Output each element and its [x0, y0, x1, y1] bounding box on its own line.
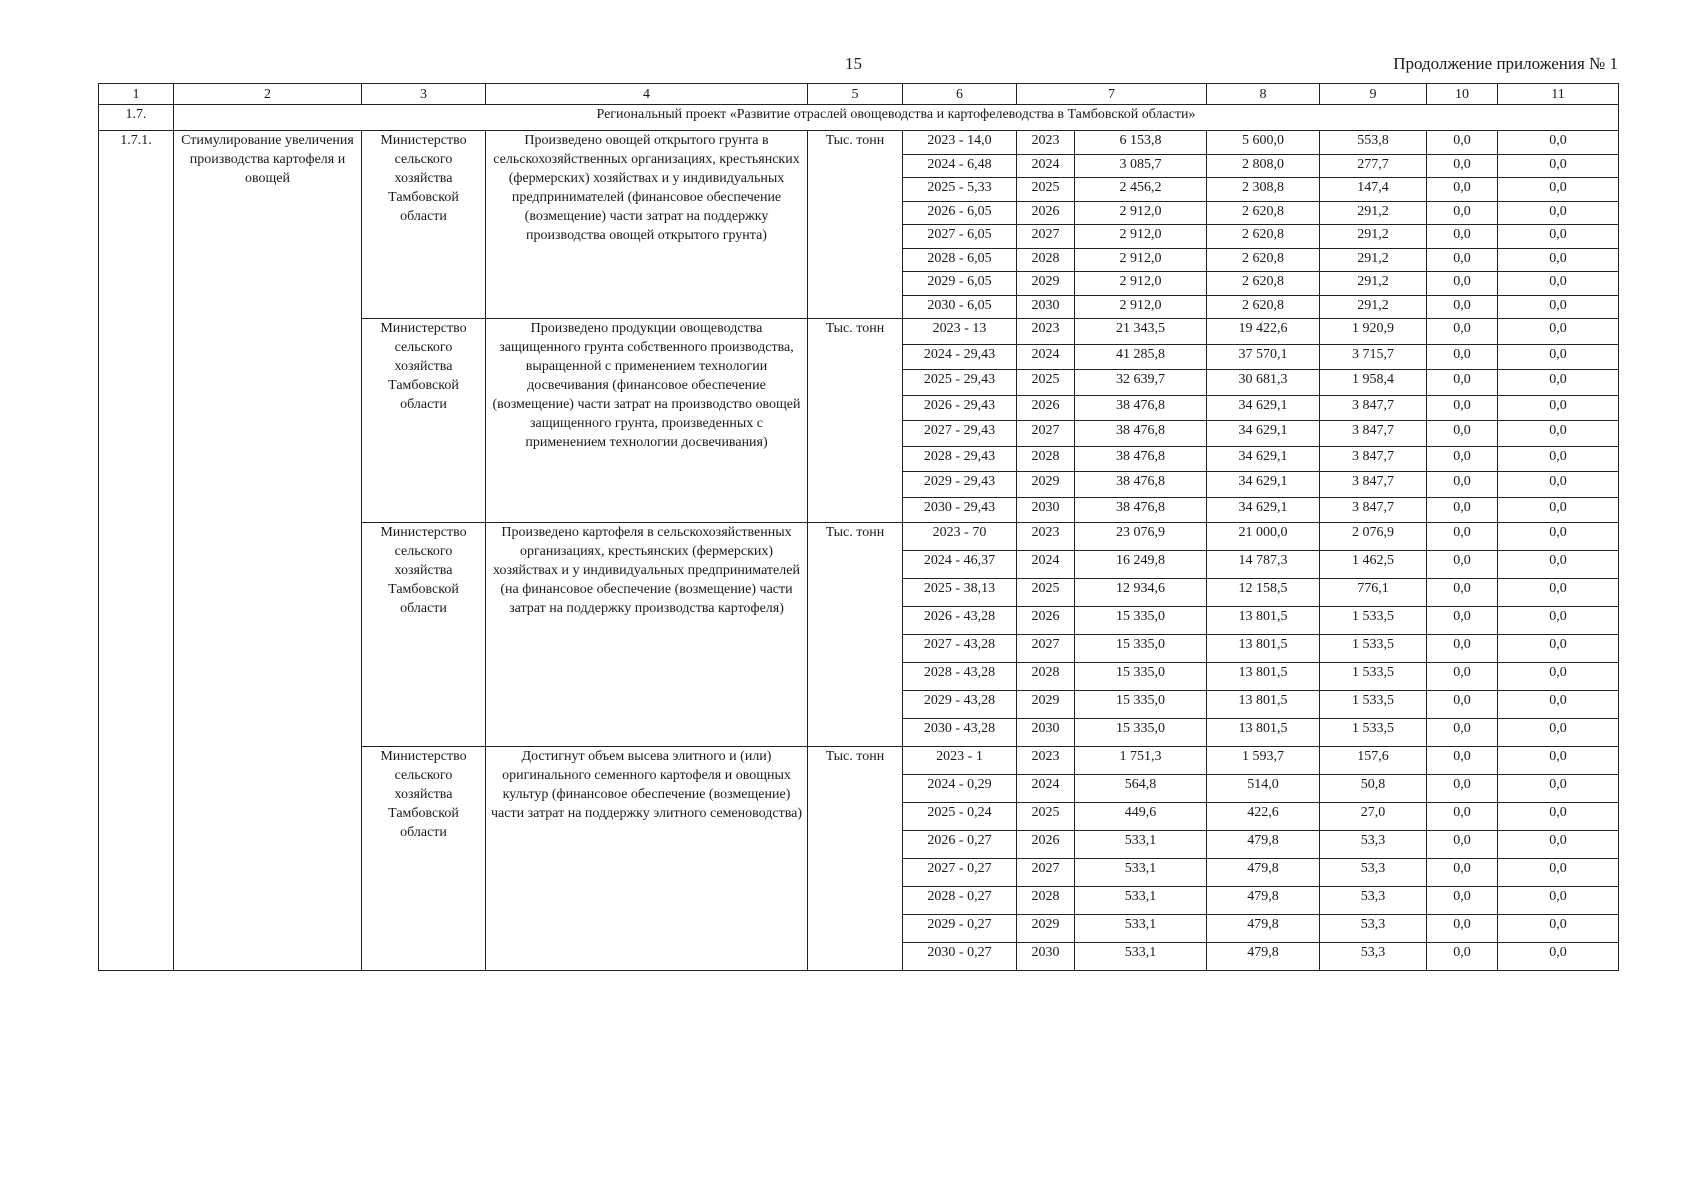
indicator-cell: 2024 - 6,48	[903, 154, 1017, 178]
local-cell: 0,0	[1427, 579, 1498, 607]
local-cell: 0,0	[1427, 178, 1498, 202]
other-cell: 0,0	[1498, 943, 1619, 971]
local-cell: 0,0	[1427, 943, 1498, 971]
project-title: Региональный проект «Развитие отраслей овощеводства и картофелеводства в Тамбовской области»	[174, 105, 1619, 131]
federal-cell: 37 570,1	[1207, 344, 1320, 370]
regional-cell: 1 462,5	[1320, 551, 1427, 579]
federal-cell: 12 158,5	[1207, 579, 1320, 607]
total-cell: 15 335,0	[1075, 635, 1207, 663]
local-cell: 0,0	[1427, 370, 1498, 396]
year-cell: 2026	[1017, 395, 1075, 421]
regional-cell: 1 533,5	[1320, 607, 1427, 635]
local-cell: 0,0	[1427, 775, 1498, 803]
page-caption: Продолжение приложения № 1	[1393, 54, 1618, 73]
indicator-cell: 2030 - 0,27	[903, 943, 1017, 971]
total-cell: 3 085,7	[1075, 154, 1207, 178]
regional-cell: 277,7	[1320, 154, 1427, 178]
indicator-cell: 2028 - 43,28	[903, 663, 1017, 691]
indicator-cell: 2028 - 0,27	[903, 887, 1017, 915]
federal-cell: 2 620,8	[1207, 225, 1320, 249]
other-cell: 0,0	[1498, 915, 1619, 943]
other-cell: 0,0	[1498, 523, 1619, 551]
measure-code: 1.7.1.	[99, 131, 174, 971]
local-cell: 0,0	[1427, 607, 1498, 635]
unit-cell: Тыс. тонн	[808, 131, 903, 319]
local-cell: 0,0	[1427, 803, 1498, 831]
federal-cell: 34 629,1	[1207, 395, 1320, 421]
year-cell: 2023	[1017, 747, 1075, 775]
total-cell: 564,8	[1075, 775, 1207, 803]
indicator-cell: 2023 - 14,0	[903, 131, 1017, 155]
indicator-cell: 2025 - 0,24	[903, 803, 1017, 831]
year-cell: 2030	[1017, 295, 1075, 319]
indicator-cell: 2029 - 0,27	[903, 915, 1017, 943]
federal-cell: 13 801,5	[1207, 607, 1320, 635]
federal-cell: 30 681,3	[1207, 370, 1320, 396]
local-cell: 0,0	[1427, 319, 1498, 345]
result-cell: Достигнут объем высева элитного и (или) оригинального семенного картофеля и овощных культур (финансовое обеспечение (возмещение) части затрат на поддержку элитного семеноводства)	[486, 747, 808, 971]
total-cell: 2 912,0	[1075, 201, 1207, 225]
regional-cell: 2 076,9	[1320, 523, 1427, 551]
unit-cell: Тыс. тонн	[808, 523, 903, 747]
total-cell: 6 153,8	[1075, 131, 1207, 155]
federal-cell: 19 422,6	[1207, 319, 1320, 345]
total-cell: 533,1	[1075, 915, 1207, 943]
local-cell: 0,0	[1427, 472, 1498, 498]
local-cell: 0,0	[1427, 831, 1498, 859]
year-cell: 2027	[1017, 421, 1075, 447]
other-cell: 0,0	[1498, 344, 1619, 370]
federal-cell: 514,0	[1207, 775, 1320, 803]
column-number: 2	[174, 84, 362, 105]
column-number-row	[99, 84, 1619, 105]
result-cell: Произведено картофеля в сельскохозяйственных организациях, крестьянских (фермерских) хозяйствах и у индивидуальных предпринимателей (на финансовое обеспечение (возмещение) части затрат на поддержку производства картофеля)	[486, 523, 808, 747]
federal-cell: 479,8	[1207, 859, 1320, 887]
total-cell: 32 639,7	[1075, 370, 1207, 396]
indicator-cell: 2024 - 46,37	[903, 551, 1017, 579]
federal-cell: 5 600,0	[1207, 131, 1320, 155]
total-cell: 533,1	[1075, 831, 1207, 859]
other-cell: 0,0	[1498, 319, 1619, 345]
year-cell: 2023	[1017, 131, 1075, 155]
regional-cell: 53,3	[1320, 915, 1427, 943]
other-cell: 0,0	[1498, 691, 1619, 719]
federal-cell: 422,6	[1207, 803, 1320, 831]
other-cell: 0,0	[1498, 201, 1619, 225]
year-cell: 2029	[1017, 915, 1075, 943]
total-cell: 2 456,2	[1075, 178, 1207, 202]
other-cell: 0,0	[1498, 719, 1619, 747]
federal-cell: 13 801,5	[1207, 663, 1320, 691]
indicator-cell: 2029 - 43,28	[903, 691, 1017, 719]
total-cell: 2 912,0	[1075, 225, 1207, 249]
indicator-cell: 2030 - 29,43	[903, 497, 1017, 523]
other-cell: 0,0	[1498, 154, 1619, 178]
regional-cell: 53,3	[1320, 943, 1427, 971]
local-cell: 0,0	[1427, 747, 1498, 775]
column-number: 7	[1017, 84, 1207, 105]
local-cell: 0,0	[1427, 421, 1498, 447]
other-cell: 0,0	[1498, 803, 1619, 831]
other-cell: 0,0	[1498, 131, 1619, 155]
regional-cell: 291,2	[1320, 295, 1427, 319]
indicator-cell: 2027 - 43,28	[903, 635, 1017, 663]
year-cell: 2029	[1017, 691, 1075, 719]
regional-cell: 1 958,4	[1320, 370, 1427, 396]
regional-cell: 291,2	[1320, 272, 1427, 296]
indicator-cell: 2024 - 0,29	[903, 775, 1017, 803]
column-number: 1	[99, 84, 174, 105]
indicator-cell: 2027 - 6,05	[903, 225, 1017, 249]
total-cell: 23 076,9	[1075, 523, 1207, 551]
column-number: 9	[1320, 84, 1427, 105]
total-cell: 38 476,8	[1075, 421, 1207, 447]
regional-cell: 776,1	[1320, 579, 1427, 607]
result-cell: Произведено продукции овощеводства защищенного грунта собственного производства, выращенной с применением технологии досвечивания (финансовое обеспечение (возмещение) части затрат на производство овощей защищенного грунта, произведенных с применением технологии досвечивания)	[486, 319, 808, 523]
federal-cell: 21 000,0	[1207, 523, 1320, 551]
regional-cell: 3 847,7	[1320, 421, 1427, 447]
executor-cell: Министерство сельского хозяйства Тамбовской области	[362, 523, 486, 747]
total-cell: 38 476,8	[1075, 472, 1207, 498]
year-cell: 2028	[1017, 663, 1075, 691]
regional-cell: 1 920,9	[1320, 319, 1427, 345]
local-cell: 0,0	[1427, 497, 1498, 523]
indicator-cell: 2026 - 6,05	[903, 201, 1017, 225]
federal-cell: 13 801,5	[1207, 719, 1320, 747]
other-cell: 0,0	[1498, 178, 1619, 202]
total-cell: 38 476,8	[1075, 395, 1207, 421]
other-cell: 0,0	[1498, 775, 1619, 803]
other-cell: 0,0	[1498, 831, 1619, 859]
project-code: 1.7.	[99, 105, 174, 131]
federal-cell: 479,8	[1207, 943, 1320, 971]
total-cell: 41 285,8	[1075, 344, 1207, 370]
other-cell: 0,0	[1498, 248, 1619, 272]
total-cell: 15 335,0	[1075, 691, 1207, 719]
total-cell: 15 335,0	[1075, 719, 1207, 747]
other-cell: 0,0	[1498, 295, 1619, 319]
indicator-cell: 2023 - 13	[903, 319, 1017, 345]
federal-cell: 13 801,5	[1207, 691, 1320, 719]
year-cell: 2027	[1017, 859, 1075, 887]
federal-cell: 2 808,0	[1207, 154, 1320, 178]
indicator-cell: 2028 - 6,05	[903, 248, 1017, 272]
year-cell: 2028	[1017, 248, 1075, 272]
other-cell: 0,0	[1498, 472, 1619, 498]
local-cell: 0,0	[1427, 887, 1498, 915]
regional-cell: 27,0	[1320, 803, 1427, 831]
total-cell: 15 335,0	[1075, 607, 1207, 635]
local-cell: 0,0	[1427, 691, 1498, 719]
other-cell: 0,0	[1498, 607, 1619, 635]
measure-name: Стимулирование увеличения производства картофеля и овощей	[174, 131, 362, 971]
year-cell: 2024	[1017, 154, 1075, 178]
result-cell: Произведено овощей открытого грунта в сельскохозяйственных организациях, крестьянских (фермерских) хозяйствах и у индивидуальных предпринимателей (финансовое обеспечение (возмещение) части затрат на поддержку производства овощей открытого грунта)	[486, 131, 808, 319]
column-number: 6	[903, 84, 1017, 105]
indicator-cell: 2026 - 29,43	[903, 395, 1017, 421]
data-table	[98, 83, 1619, 971]
year-cell: 2025	[1017, 803, 1075, 831]
local-cell: 0,0	[1427, 201, 1498, 225]
total-cell: 2 912,0	[1075, 295, 1207, 319]
local-cell: 0,0	[1427, 131, 1498, 155]
local-cell: 0,0	[1427, 719, 1498, 747]
indicator-cell: 2025 - 29,43	[903, 370, 1017, 396]
regional-cell: 53,3	[1320, 887, 1427, 915]
other-cell: 0,0	[1498, 272, 1619, 296]
year-cell: 2025	[1017, 370, 1075, 396]
indicator-cell: 2028 - 29,43	[903, 446, 1017, 472]
other-cell: 0,0	[1498, 747, 1619, 775]
federal-cell: 1 593,7	[1207, 747, 1320, 775]
year-cell: 2030	[1017, 943, 1075, 971]
local-cell: 0,0	[1427, 272, 1498, 296]
indicator-cell: 2030 - 43,28	[903, 719, 1017, 747]
regional-cell: 3 847,7	[1320, 472, 1427, 498]
other-cell: 0,0	[1498, 395, 1619, 421]
year-cell: 2026	[1017, 201, 1075, 225]
executor-cell: Министерство сельского хозяйства Тамбовской области	[362, 747, 486, 971]
page-number: 15	[845, 54, 862, 73]
year-cell: 2023	[1017, 319, 1075, 345]
year-cell: 2027	[1017, 635, 1075, 663]
executor-cell: Министерство сельского хозяйства Тамбовской области	[362, 131, 486, 319]
year-cell: 2024	[1017, 775, 1075, 803]
year-cell: 2028	[1017, 446, 1075, 472]
other-cell: 0,0	[1498, 551, 1619, 579]
year-cell: 2029	[1017, 272, 1075, 296]
local-cell: 0,0	[1427, 523, 1498, 551]
total-cell: 15 335,0	[1075, 663, 1207, 691]
year-cell: 2026	[1017, 607, 1075, 635]
indicator-cell: 2027 - 29,43	[903, 421, 1017, 447]
total-cell: 449,6	[1075, 803, 1207, 831]
federal-cell: 479,8	[1207, 831, 1320, 859]
regional-cell: 50,8	[1320, 775, 1427, 803]
federal-cell: 34 629,1	[1207, 472, 1320, 498]
unit-cell: Тыс. тонн	[808, 747, 903, 971]
project-row	[99, 105, 1619, 131]
total-cell: 1 751,3	[1075, 747, 1207, 775]
regional-cell: 1 533,5	[1320, 663, 1427, 691]
executor-cell: Министерство сельского хозяйства Тамбовской области	[362, 319, 486, 523]
indicator-cell: 2026 - 0,27	[903, 831, 1017, 859]
year-cell: 2030	[1017, 719, 1075, 747]
local-cell: 0,0	[1427, 395, 1498, 421]
regional-cell: 291,2	[1320, 225, 1427, 249]
column-number: 10	[1427, 84, 1498, 105]
local-cell: 0,0	[1427, 551, 1498, 579]
column-number: 11	[1498, 84, 1619, 105]
other-cell: 0,0	[1498, 497, 1619, 523]
year-cell: 2025	[1017, 579, 1075, 607]
total-cell: 38 476,8	[1075, 497, 1207, 523]
year-cell: 2023	[1017, 523, 1075, 551]
regional-cell: 147,4	[1320, 178, 1427, 202]
year-cell: 2027	[1017, 225, 1075, 249]
total-cell: 21 343,5	[1075, 319, 1207, 345]
regional-cell: 157,6	[1320, 747, 1427, 775]
other-cell: 0,0	[1498, 887, 1619, 915]
indicator-cell: 2024 - 29,43	[903, 344, 1017, 370]
federal-cell: 2 620,8	[1207, 248, 1320, 272]
indicator-cell: 2023 - 1	[903, 747, 1017, 775]
local-cell: 0,0	[1427, 446, 1498, 472]
regional-cell: 291,2	[1320, 201, 1427, 225]
total-cell: 2 912,0	[1075, 272, 1207, 296]
other-cell: 0,0	[1498, 859, 1619, 887]
regional-cell: 3 715,7	[1320, 344, 1427, 370]
regional-cell: 291,2	[1320, 248, 1427, 272]
regional-cell: 1 533,5	[1320, 691, 1427, 719]
table-row	[99, 131, 1619, 155]
indicator-cell: 2029 - 29,43	[903, 472, 1017, 498]
federal-cell: 34 629,1	[1207, 421, 1320, 447]
regional-cell: 3 847,7	[1320, 497, 1427, 523]
federal-cell: 2 620,8	[1207, 201, 1320, 225]
unit-cell: Тыс. тонн	[808, 319, 903, 523]
regional-cell: 53,3	[1320, 831, 1427, 859]
local-cell: 0,0	[1427, 154, 1498, 178]
local-cell: 0,0	[1427, 635, 1498, 663]
other-cell: 0,0	[1498, 446, 1619, 472]
indicator-cell: 2029 - 6,05	[903, 272, 1017, 296]
column-number: 3	[362, 84, 486, 105]
local-cell: 0,0	[1427, 663, 1498, 691]
total-cell: 533,1	[1075, 859, 1207, 887]
year-cell: 2025	[1017, 178, 1075, 202]
year-cell: 2026	[1017, 831, 1075, 859]
column-number: 4	[486, 84, 808, 105]
column-number: 5	[808, 84, 903, 105]
regional-cell: 3 847,7	[1320, 446, 1427, 472]
federal-cell: 2 620,8	[1207, 295, 1320, 319]
local-cell: 0,0	[1427, 295, 1498, 319]
federal-cell: 479,8	[1207, 887, 1320, 915]
regional-cell: 1 533,5	[1320, 719, 1427, 747]
federal-cell: 479,8	[1207, 915, 1320, 943]
other-cell: 0,0	[1498, 225, 1619, 249]
total-cell: 533,1	[1075, 943, 1207, 971]
federal-cell: 34 629,1	[1207, 497, 1320, 523]
other-cell: 0,0	[1498, 579, 1619, 607]
regional-cell: 3 847,7	[1320, 395, 1427, 421]
regional-cell: 553,8	[1320, 131, 1427, 155]
total-cell: 16 249,8	[1075, 551, 1207, 579]
federal-cell: 13 801,5	[1207, 635, 1320, 663]
indicator-cell: 2030 - 6,05	[903, 295, 1017, 319]
year-cell: 2028	[1017, 887, 1075, 915]
federal-cell: 14 787,3	[1207, 551, 1320, 579]
other-cell: 0,0	[1498, 663, 1619, 691]
federal-cell: 34 629,1	[1207, 446, 1320, 472]
local-cell: 0,0	[1427, 915, 1498, 943]
year-cell: 2030	[1017, 497, 1075, 523]
indicator-cell: 2025 - 5,33	[903, 178, 1017, 202]
federal-cell: 2 308,8	[1207, 178, 1320, 202]
local-cell: 0,0	[1427, 859, 1498, 887]
total-cell: 12 934,6	[1075, 579, 1207, 607]
regional-cell: 53,3	[1320, 859, 1427, 887]
indicator-cell: 2025 - 38,13	[903, 579, 1017, 607]
year-cell: 2024	[1017, 344, 1075, 370]
indicator-cell: 2023 - 70	[903, 523, 1017, 551]
total-cell: 533,1	[1075, 887, 1207, 915]
regional-cell: 1 533,5	[1320, 635, 1427, 663]
indicator-cell: 2026 - 43,28	[903, 607, 1017, 635]
total-cell: 2 912,0	[1075, 248, 1207, 272]
year-cell: 2029	[1017, 472, 1075, 498]
indicator-cell: 2027 - 0,27	[903, 859, 1017, 887]
total-cell: 38 476,8	[1075, 446, 1207, 472]
local-cell: 0,0	[1427, 225, 1498, 249]
other-cell: 0,0	[1498, 635, 1619, 663]
local-cell: 0,0	[1427, 344, 1498, 370]
other-cell: 0,0	[1498, 421, 1619, 447]
federal-cell: 2 620,8	[1207, 272, 1320, 296]
local-cell: 0,0	[1427, 248, 1498, 272]
column-number: 8	[1207, 84, 1320, 105]
other-cell: 0,0	[1498, 370, 1619, 396]
year-cell: 2024	[1017, 551, 1075, 579]
